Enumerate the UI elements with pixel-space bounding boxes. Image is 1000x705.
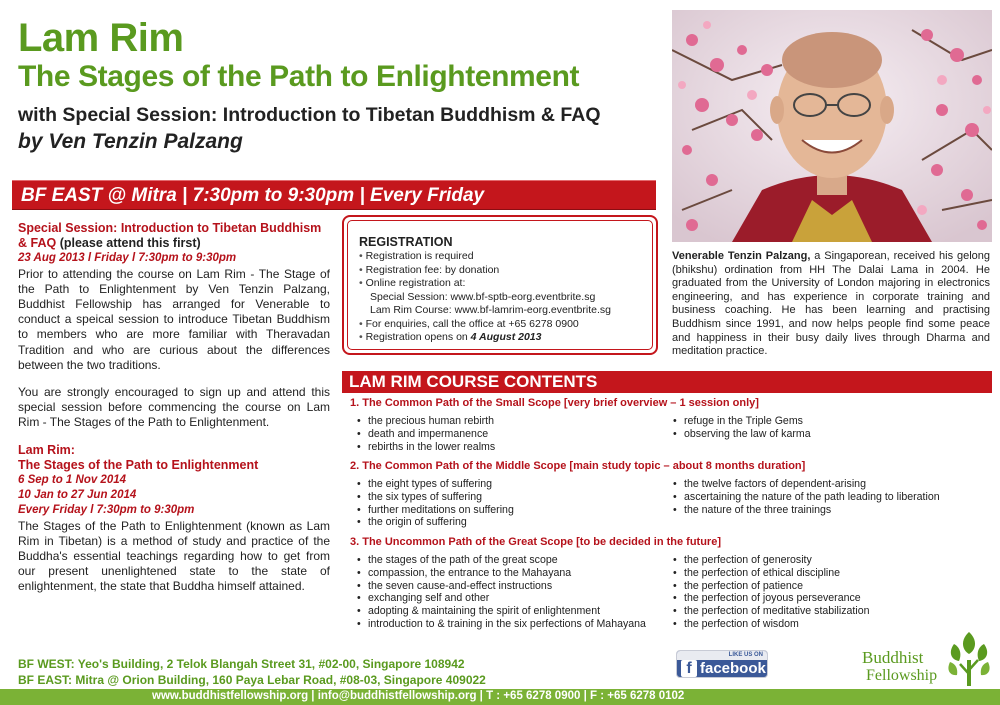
schedule-banner xyxy=(12,180,656,210)
facebook-like-button[interactable] xyxy=(676,650,768,678)
registration-box xyxy=(342,215,658,355)
course-contents-title: LAM RIM COURSE CONTENTS xyxy=(349,372,598,391)
address-east: BF EAST: Mitra @ Orion Building, 160 Paya Lebar Road, #08-03, Singapore 409022 xyxy=(18,673,486,687)
teacher-name: Venerable Tenzin Palzang, xyxy=(672,250,811,262)
teacher-photo-illustration xyxy=(672,10,992,242)
course-section-right-list xyxy=(670,554,990,631)
facebook-like-text: LIKE US ON xyxy=(728,652,763,658)
address-west: BF WEST: Yeo's Building, 2 Telok Blangah Street 31, #02-00, Singapore 108942 xyxy=(18,657,465,671)
special-session-heading-text: Special Session: Introduction to Tibetan Buddhism & FAQ xyxy=(18,221,322,251)
schedule-banner-text: BF EAST @ Mitra | 7:30pm to 9:30pm | Every Friday xyxy=(21,185,485,206)
teacher-bio-text: a Singaporean, received his gelong (bhikshu) ordination from HH The Dalai Lama in 2004. He graduated from the University of London majoring in electronics engineering, and has experience in corporate training and business coaching. He has been learning and practising Buddhism since 1991, and now helps people find some peace and happiness in their busy daily lives through Dharma and meditation practice. xyxy=(672,250,990,358)
registration-title: REGISTRATION xyxy=(359,235,453,249)
teacher-photo xyxy=(672,10,992,242)
special-session-title: with Special Session: Introduction to Tibetan Buddhism & FAQ xyxy=(18,104,601,126)
special-session-date: 23 Aug 2013 l Friday l 7:30pm to 9:30pm xyxy=(18,252,237,265)
list-item: • the perfection of patience xyxy=(670,580,990,593)
lam-rim-date3: Every Friday l 7:30pm to 9:30pm xyxy=(18,504,195,517)
registration-line: • For enquiries, call the office at +65 6278 0900 xyxy=(359,317,579,330)
list-item: • ascertaining the nature of the path leading to liberation xyxy=(670,491,992,504)
footer-contact[interactable]: www.buddhistfellowship.org | info@buddhistfellowship.org | T : +65 6278 0900 | F : +65 6278 0102 xyxy=(152,690,685,702)
special-session-link[interactable]: Special Session: www.bf-sptb-eorg.eventbrite.sg xyxy=(370,290,596,303)
registration-open-date: 4 August 2013 xyxy=(470,331,542,343)
list-item: • the twelve factors of dependent-arising xyxy=(670,478,992,491)
logo-text-line2: Fellowship xyxy=(866,667,938,684)
registration-inner xyxy=(347,220,653,350)
lam-rim-heading2: The Stages of the Path to Enlightenment xyxy=(18,457,259,472)
buddhist-fellowship-logo xyxy=(862,630,992,688)
list-item: • exchanging self and other xyxy=(354,592,654,605)
list-item: • observing the law of karma xyxy=(670,428,990,441)
course-section-right-list xyxy=(670,415,990,441)
list-item: • the stages of the path of the great scope xyxy=(354,554,654,567)
teacher-bio xyxy=(672,250,990,359)
special-session-para2: You are strongly encouraged to sign up and attend this special session before commencing the course on Lam Rim - The Stages of the Path to Enlightenment. xyxy=(18,385,330,430)
list-item: • introduction to & training in the six perfections of Mahayana xyxy=(354,618,654,631)
bodhi-tree-icon xyxy=(946,630,992,688)
course-section-left-list xyxy=(354,478,654,529)
special-session-para1: Prior to attending the course on Lam Rim - The Stage of the Path to Enlightenment by Ven Tenzin Palzang, Buddhist Fellowship has arranged for Venerable to conduct a speical session to introduce Tibetan Buddhism to members who are more familiar with Theravadan Tradition and who are curious about the differences between the two traditions. xyxy=(18,266,330,372)
byline: by Ven Tenzin Palzang xyxy=(18,130,243,153)
list-item: • the perfection of joyous perseverance xyxy=(670,592,990,605)
list-item: • further meditations on suffering xyxy=(354,504,654,517)
left-column xyxy=(18,221,330,595)
registration-line: • Registration is required xyxy=(359,250,474,262)
footer-bar xyxy=(0,689,1000,705)
list-item: • the eight types of suffering xyxy=(354,478,654,491)
course-section-right-list xyxy=(670,478,992,516)
list-item: • the nature of the three trainings xyxy=(670,504,992,517)
registration-line: • Registration fee: by donation xyxy=(359,263,500,276)
list-item: • the perfection of generosity xyxy=(670,554,990,567)
list-item: • compassion, the entrance to the Mahayana xyxy=(354,567,654,580)
lam-rim-date2: 10 Jan to 27 Jun 2014 xyxy=(18,489,137,502)
course-section-left-list xyxy=(354,415,654,453)
lam-rim-course-link[interactable]: Lam Rim Course: www.bf-lamrim-eorg.eventbrite.sg xyxy=(370,304,611,316)
facebook-wordmark: facebook xyxy=(700,660,766,677)
list-item: • rebirths in the lower realms xyxy=(354,441,654,454)
page-subtitle: The Stages of the Path to Enlightenment xyxy=(18,60,580,93)
lam-rim-para: The Stages of the Path to Enlightenment (known as Lam Rim in Tibetan) is a method of study and practice of the Buddha's essential teachings regarding how to get from our present unenlightened state to the state of enlightenment, the state that Buddha himself attained. xyxy=(18,518,330,594)
lam-rim-heading1: Lam Rim: xyxy=(18,442,75,457)
course-contents-banner xyxy=(342,371,992,393)
facebook-icon: f xyxy=(681,660,697,677)
list-item: • the perfection of ethical discipline xyxy=(670,567,990,580)
logo-text-line1: Buddhist xyxy=(862,648,924,667)
course-section-heading: 2. The Common Path of the Middle Scope [main study topic – about 8 months duration] xyxy=(350,460,806,472)
list-item: • death and impermanence xyxy=(354,428,654,441)
list-item: • refuge in the Triple Gems xyxy=(670,415,990,428)
lam-rim-date1: 6 Sep to 1 Nov 2014 xyxy=(18,474,127,487)
special-session-heading xyxy=(18,221,330,251)
facebook-like-strip xyxy=(677,651,768,660)
registration-line: • Registration opens on 4 August 2013 xyxy=(359,331,542,343)
list-item: • the origin of suffering xyxy=(354,516,654,529)
list-item: • the precious human rebirth xyxy=(354,415,654,428)
list-item: • adopting & maintaining the spirit of enlightenment xyxy=(354,605,654,618)
special-session-note: (please attend this first) xyxy=(59,236,201,251)
list-item: • the perfection of meditative stabilization xyxy=(670,605,990,618)
page-title: Lam Rim xyxy=(18,16,184,60)
course-section-left-list xyxy=(354,554,654,631)
list-item: • the perfection of wisdom xyxy=(670,618,990,631)
registration-line: • Online registration at: xyxy=(359,277,466,289)
course-section-heading: 1. The Common Path of the Small Scope [very brief overview – 1 session only] xyxy=(350,397,759,409)
course-section-heading: 3. The Uncommon Path of the Great Scope [to be decided in the future] xyxy=(350,536,721,548)
list-item: • the seven cause-and-effect instructions xyxy=(354,580,654,593)
list-item: • the six types of suffering xyxy=(354,491,654,504)
